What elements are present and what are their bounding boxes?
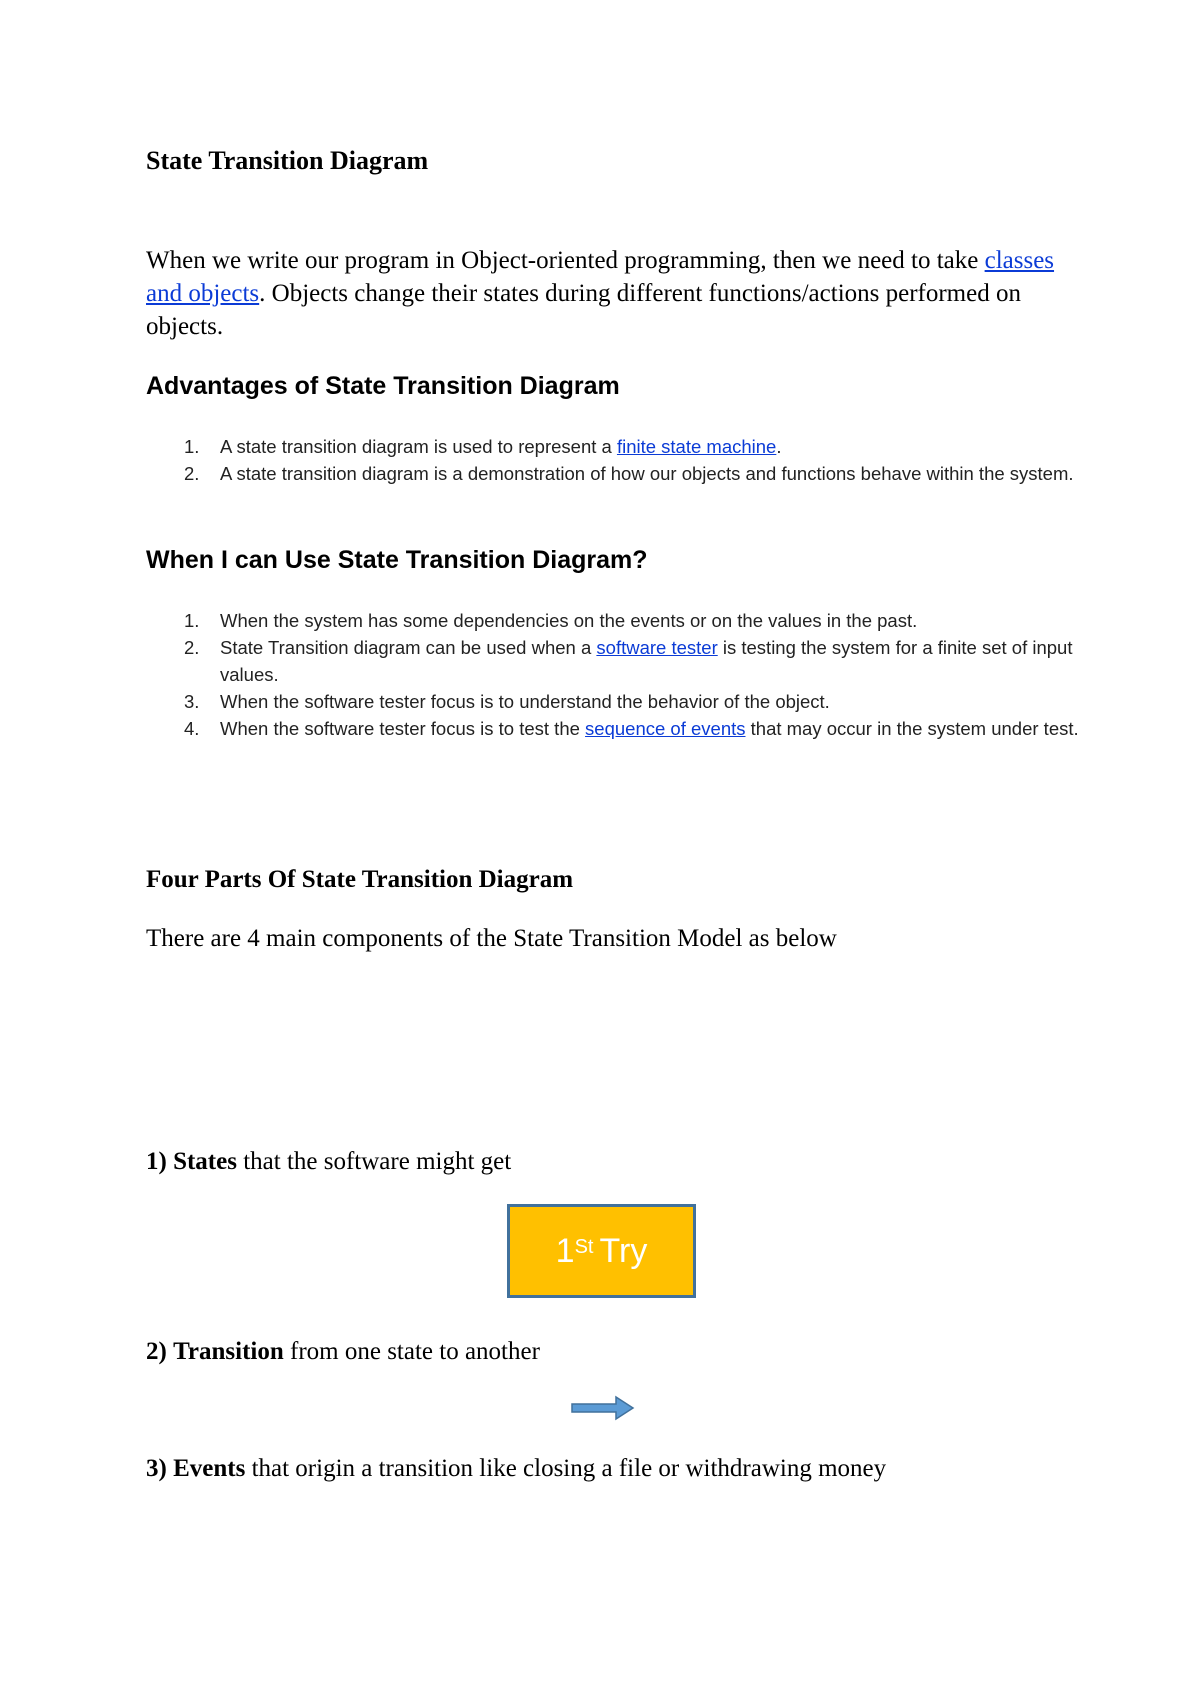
part-term: Events: [173, 1455, 246, 1482]
state-box: [507, 1204, 696, 1298]
list-item: [146, 634, 1086, 688]
software-tester-link[interactable]: software tester: [596, 637, 718, 658]
part-number: 3): [146, 1455, 167, 1482]
part-description: that the software might get: [236, 1148, 512, 1175]
part-transition: [146, 1338, 540, 1366]
advantages-heading: Advantages of State Transition Diagram: [146, 372, 620, 400]
advantages-list: [146, 433, 1086, 487]
part-description: that origin a transition like closing a file or withdrawing money: [245, 1455, 887, 1482]
part-events: [146, 1455, 886, 1483]
list-item: [146, 607, 1086, 634]
page-title: State Transition Diagram: [146, 146, 429, 175]
list-number: 2.: [184, 463, 200, 484]
list-item-text-end: that may occur in the system under test.: [745, 718, 1079, 739]
state-word: Try: [599, 1231, 648, 1270]
finite-state-machine-link[interactable]: finite state machine: [616, 436, 777, 457]
right-arrow-icon: [570, 1394, 636, 1422]
list-number: 1.: [184, 610, 200, 631]
intro-text-end: . Objects change their states during different functions/actions performed on objects.: [146, 280, 1021, 340]
list-item-text: When the system has some dependencies on the events or on the values in the past.: [220, 610, 918, 631]
list-item-text: A state transition diagram is used to represent a: [220, 436, 617, 457]
part-term: Transition: [173, 1338, 284, 1365]
part-states: [146, 1148, 511, 1176]
when-use-heading: When I can Use State Transition Diagram?: [146, 546, 648, 574]
when-use-list: [146, 607, 1086, 742]
list-item: [146, 433, 1086, 460]
list-item: [146, 715, 1086, 742]
list-number: 1.: [184, 436, 200, 457]
list-item: [146, 688, 1086, 715]
list-number: 4.: [184, 718, 200, 739]
four-parts-intro: There are 4 main components of the State Transition Model as below: [146, 925, 837, 952]
part-number: 2): [146, 1338, 167, 1365]
classes-and-objects-link[interactable]: classes and objects: [146, 247, 1055, 307]
list-item: [146, 460, 1086, 487]
list-item-text: State Transition diagram can be used when a: [220, 637, 597, 658]
part-description: from one state to another: [283, 1338, 540, 1365]
list-number: 3.: [184, 691, 200, 712]
sequence-of-events-link[interactable]: sequence of events: [585, 718, 746, 739]
list-item-text: When the software tester focus is to test the: [220, 718, 586, 739]
list-item-text-end: is testing the system for a finite set of input values.: [220, 637, 1073, 685]
list-item-text: When the software tester focus is to understand the behavior of the object.: [220, 691, 830, 712]
list-item-text-end: .: [776, 436, 782, 457]
state-superscript: St: [574, 1235, 594, 1258]
intro-text-start: When we write our program in Object-oriented programming, then we need to take: [146, 247, 985, 274]
part-number: 1): [146, 1148, 167, 1175]
list-number: 2.: [184, 637, 200, 658]
four-parts-heading: Four Parts Of State Transition Diagram: [146, 866, 574, 893]
intro-paragraph: [146, 244, 1086, 343]
part-term: States: [173, 1148, 237, 1175]
list-item-text: A state transition diagram is a demonstration of how our objects and functions behave within the system.: [220, 463, 1074, 484]
state-number: 1: [555, 1231, 575, 1270]
